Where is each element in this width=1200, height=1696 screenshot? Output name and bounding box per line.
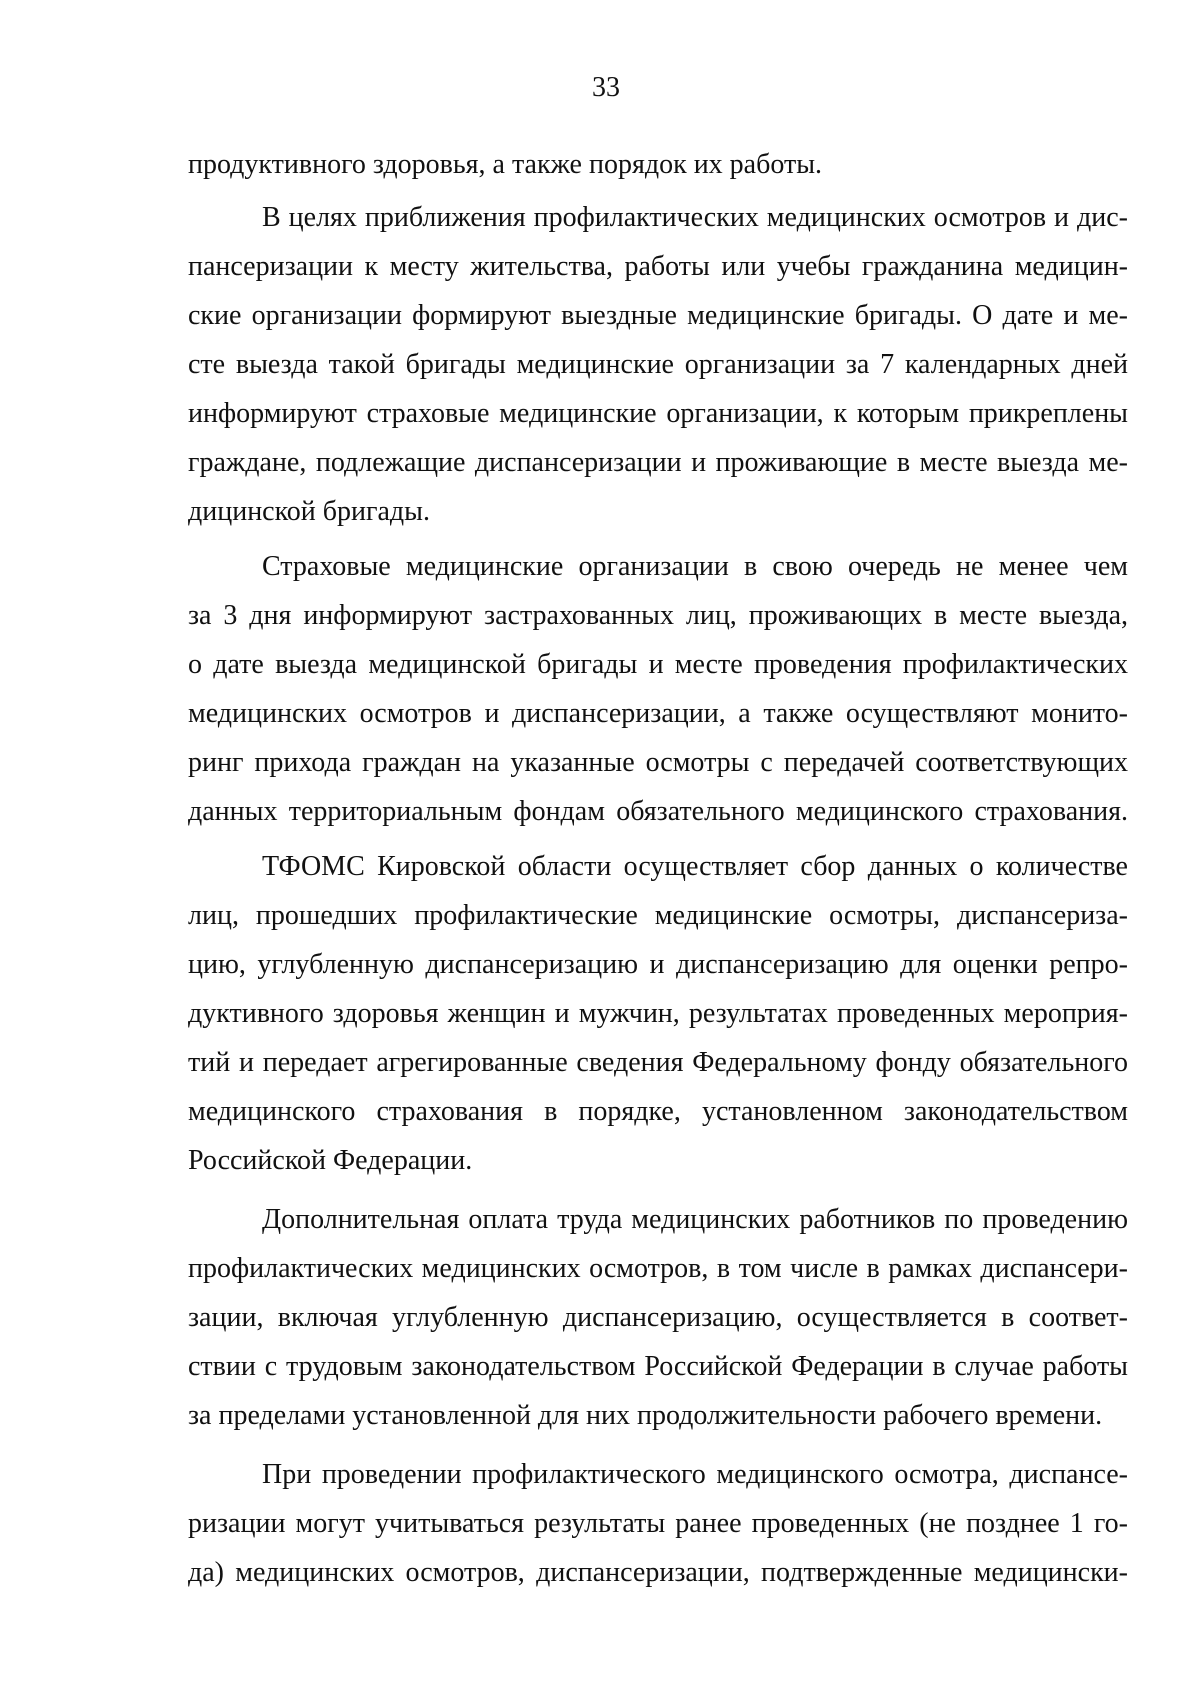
text-line: дицинской бригады. (188, 496, 430, 527)
text-line: да) медицинских осмотров, диспансеризации, подтвержденные медицински- (188, 1557, 1128, 1588)
text-line: тий и передает агрегированные сведения Федеральному фонду обязательного (188, 1047, 1128, 1078)
text-line: ские организации формируют выездные медицинские бригады. О дате и ме- (188, 300, 1128, 331)
text-line: о дате выезда медицинской бригады и месте проведения профилактических (188, 649, 1128, 680)
page-number: 33 (592, 72, 620, 103)
text-line: ринг прихода граждан на указанные осмотры с передачей соответствующих (188, 747, 1128, 778)
text-line: медицинского страхования в порядке, установленном законодательством (188, 1096, 1128, 1127)
paragraph-6 (188, 1450, 1128, 1597)
text-line: лиц, прошедших профилактические медицинские осмотры, диспансериза- (188, 900, 1128, 931)
text-line: за пределами установленной для них продолжительности рабочего времени. (188, 1400, 1103, 1431)
text-line: информируют страховые медицинские организации, к которым прикреплены (188, 398, 1128, 429)
text-line: граждане, подлежащие диспансеризации и проживающие в месте выезда ме- (188, 447, 1128, 478)
paragraph-4 (188, 842, 1128, 1185)
paragraph-2 (188, 193, 1128, 536)
paragraph-5 (188, 1195, 1128, 1440)
text-line: зации, включая углубленную диспансеризацию, осуществляется в соответ- (188, 1302, 1128, 1333)
paragraph-1 (188, 140, 1128, 189)
text-line: данных территориальным фондам обязательного медицинского страхования. (188, 796, 1128, 827)
text-line: Страховые медицинские организации в свою очередь не менее чем (262, 551, 1128, 582)
text-line: профилактических медицинских осмотров, в том числе в рамках диспансери- (188, 1253, 1128, 1284)
text-line: Российской Федерации. (188, 1145, 473, 1176)
text-line: ТФОМС Кировской области осуществляет сбор данных о количестве (262, 851, 1128, 882)
text-line: пансеризации к месту жительства, работы или учебы гражданина медицин- (188, 251, 1128, 282)
text-line: медицинских осмотров и диспансеризации, а также осуществляют монито- (188, 698, 1128, 729)
document-body (188, 140, 1128, 1601)
text-line: за 3 дня информируют застрахованных лиц, проживающих в месте выезда, (188, 600, 1128, 631)
text-line: В целях приближения профилактических медицинских осмотров и дис- (262, 202, 1128, 233)
text-line: дуктивного здоровья женщин и мужчин, результатах проведенных мероприя- (188, 998, 1128, 1029)
text-line: цию, углубленную диспансеризацию и диспансеризацию для оценки репро- (188, 949, 1128, 980)
text-line: сте выезда такой бригады медицинские организации за 7 календарных дней (188, 349, 1128, 380)
text-line: При проведении профилактического медицинского осмотра, диспансе- (262, 1459, 1128, 1490)
text-line: Дополнительная оплата труда медицинских работников по проведению (262, 1204, 1128, 1235)
text-line: продуктивного здоровья, а также порядок их работы. (188, 149, 823, 180)
paragraph-3 (188, 542, 1128, 836)
text-line: ствии с трудовым законодательством Российской Федерации в случае работы (188, 1351, 1128, 1382)
text-line: ризации могут учитываться результаты ранее проведенных (не позднее 1 го- (188, 1508, 1128, 1539)
